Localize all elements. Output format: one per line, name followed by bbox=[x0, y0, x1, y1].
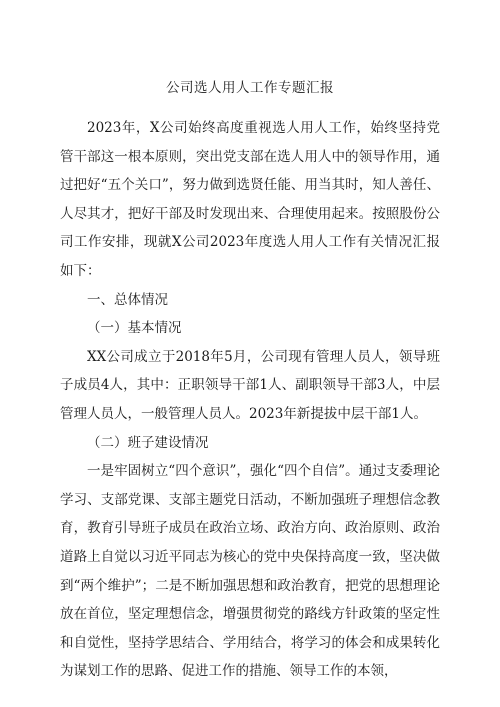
document-body bbox=[60, 114, 440, 686]
document-title: 公司选人用人工作专题汇报 bbox=[166, 80, 334, 96]
basic-info-paragraph: XX公司成立于2018年5月，公司现有管理人员人，领导班子成员4人，其中：正职领导干部1人、副职领导干部3人，中层管理人员人，一般管理人员人。2023年新提拔中层干部1人。 bbox=[60, 348, 440, 422]
section-heading-overview: 一、总体情况 bbox=[87, 291, 168, 308]
intro-paragraph: 2023年，X公司始终高度重视选人用人工作，始终坚持党管干部这一根本原则，突出党支部在选人用人中的领导作用，通过把好“五个关口”，努力做到选贤任能、用当其时，知人善任、人尽其才，把好干部及时发现出来、合理使用起来。按照股份公司工作安排，现就X公司2023年度选人用人工作有关情况汇报如下： bbox=[60, 120, 440, 279]
subsection-heading-team-building: （二）班子建设情况 bbox=[87, 434, 209, 451]
team-building-paragraph: 一是牢固树立“四个意识”，强化“四个自信”。通过支委理论学习、支部党课、支部主题党日活动，不断加强班子理想信念教育，教育引导班子成员在政治立场、政治方向、政治原则、政治道路上自觉以习近平同志为核心的党中央保持高度一致，坚决做到“两个维护”；二是不断加强思想和政治教育，把党的思想理论放在首位，坚定理想信念，增强贯彻党的路线方针政策的坚定性和自觉性，坚持学思结合、学用结合，将学习的体会和成果转化为谋划工作的思路、促进工作的措施、领导工作的本领， bbox=[60, 463, 440, 680]
subsection-heading-basic-info: （一）基本情况 bbox=[87, 320, 182, 337]
